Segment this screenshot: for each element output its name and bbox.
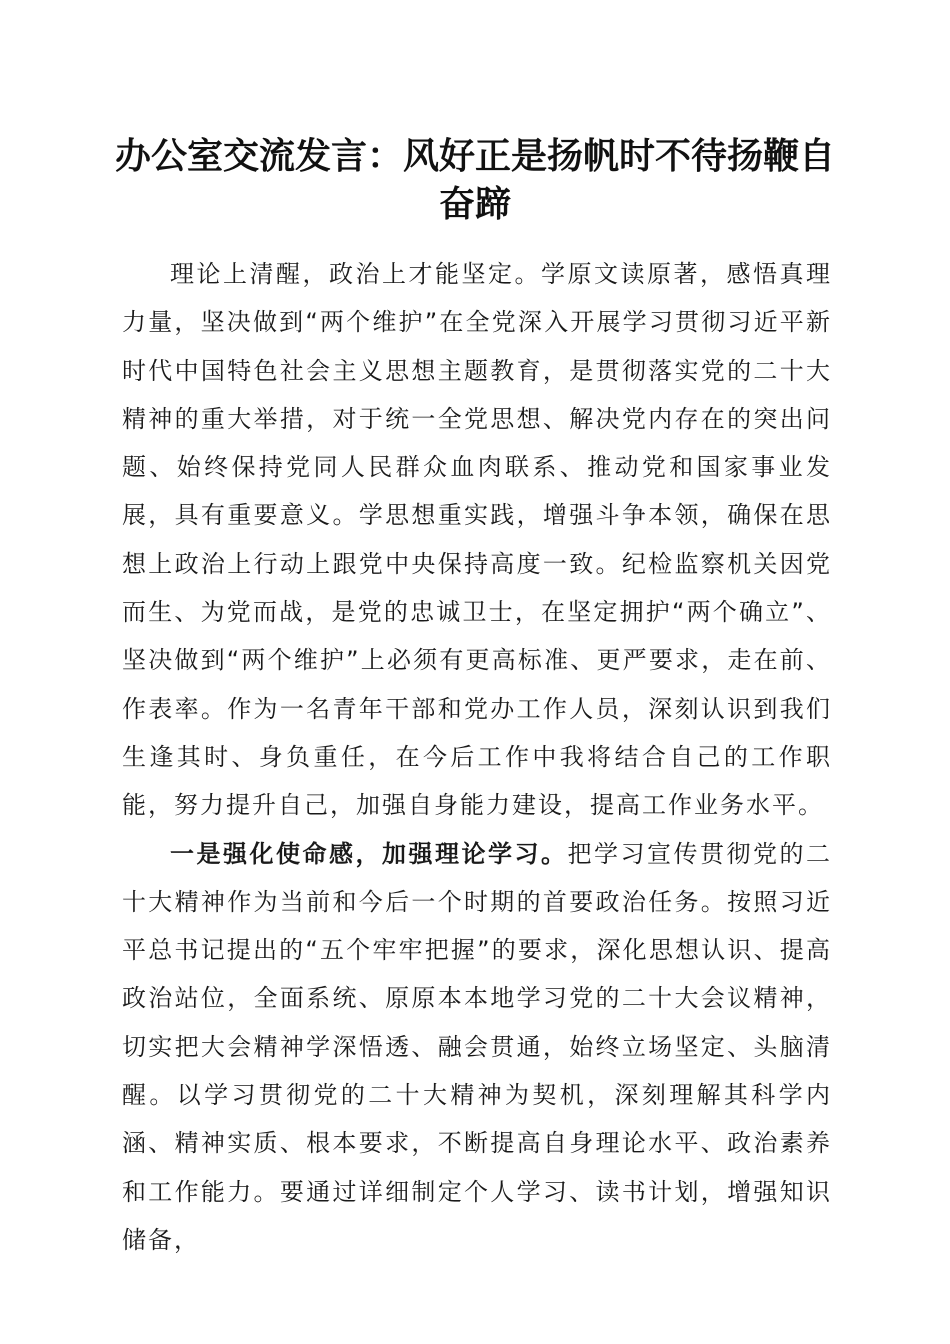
paragraph-point-one	[122, 830, 832, 1265]
document-body	[122, 250, 832, 1264]
paragraph-lead: 一是强化使命感，加强理论学习。	[170, 839, 568, 868]
paragraph-text: 把学习宣传贯彻党的二十大精神作为当前和今后一个时期的首要政治任务。按照习近平总书记提出的“五个牢牢把握”的要求，深化思想认识、提高政治站位，全面系统、原原本本地学习党的二十大会议精神，切实把大会精神学深悟透、融会贯通，始终立场坚定、头脑清醒。以学习贯彻党的二十大精神为契机，深刻理解其科学内涵、精神实质、根本要求，不断提高自身理论水平、政治素养和工作能力。要通过详细制定个人学习、读书计划，增强知识储备，	[122, 839, 832, 1254]
paragraph-intro	[122, 250, 832, 830]
paragraph-text: 理论上清醒，政治上才能坚定。学原文读原著，感悟真理力量，坚决做到“两个维护”在全党深入开展学习贯彻习近平新时代中国特色社会主义思想主题教育，是贯彻落实党的二十大精神的重大举措，对于统一全党思想、解决党内存在的突出问题、始终保持党同人民群众血肉联系、推动党和国家事业发展，具有重要意义。学思想重实践，增强斗争本领，确保在思想上政治上行动上跟党中央保持高度一致。纪检监察机关因党而生、为党而战，是党的忠诚卫士，在坚定拥护“两个确立”、坚决做到“两个维护”上必须有更高标准、更严要求，走在前、作表率。作为一名青年干部和党办工作人员，深刻认识到我们生逢其时、身负重任，在今后工作中我将结合自己的工作职能，努力提升自己，加强自身能力建设，提高工作业务水平。	[122, 260, 832, 820]
document-title: 办公室交流发言：风好正是扬帆时不待扬鞭自奋蹄	[114, 135, 835, 225]
